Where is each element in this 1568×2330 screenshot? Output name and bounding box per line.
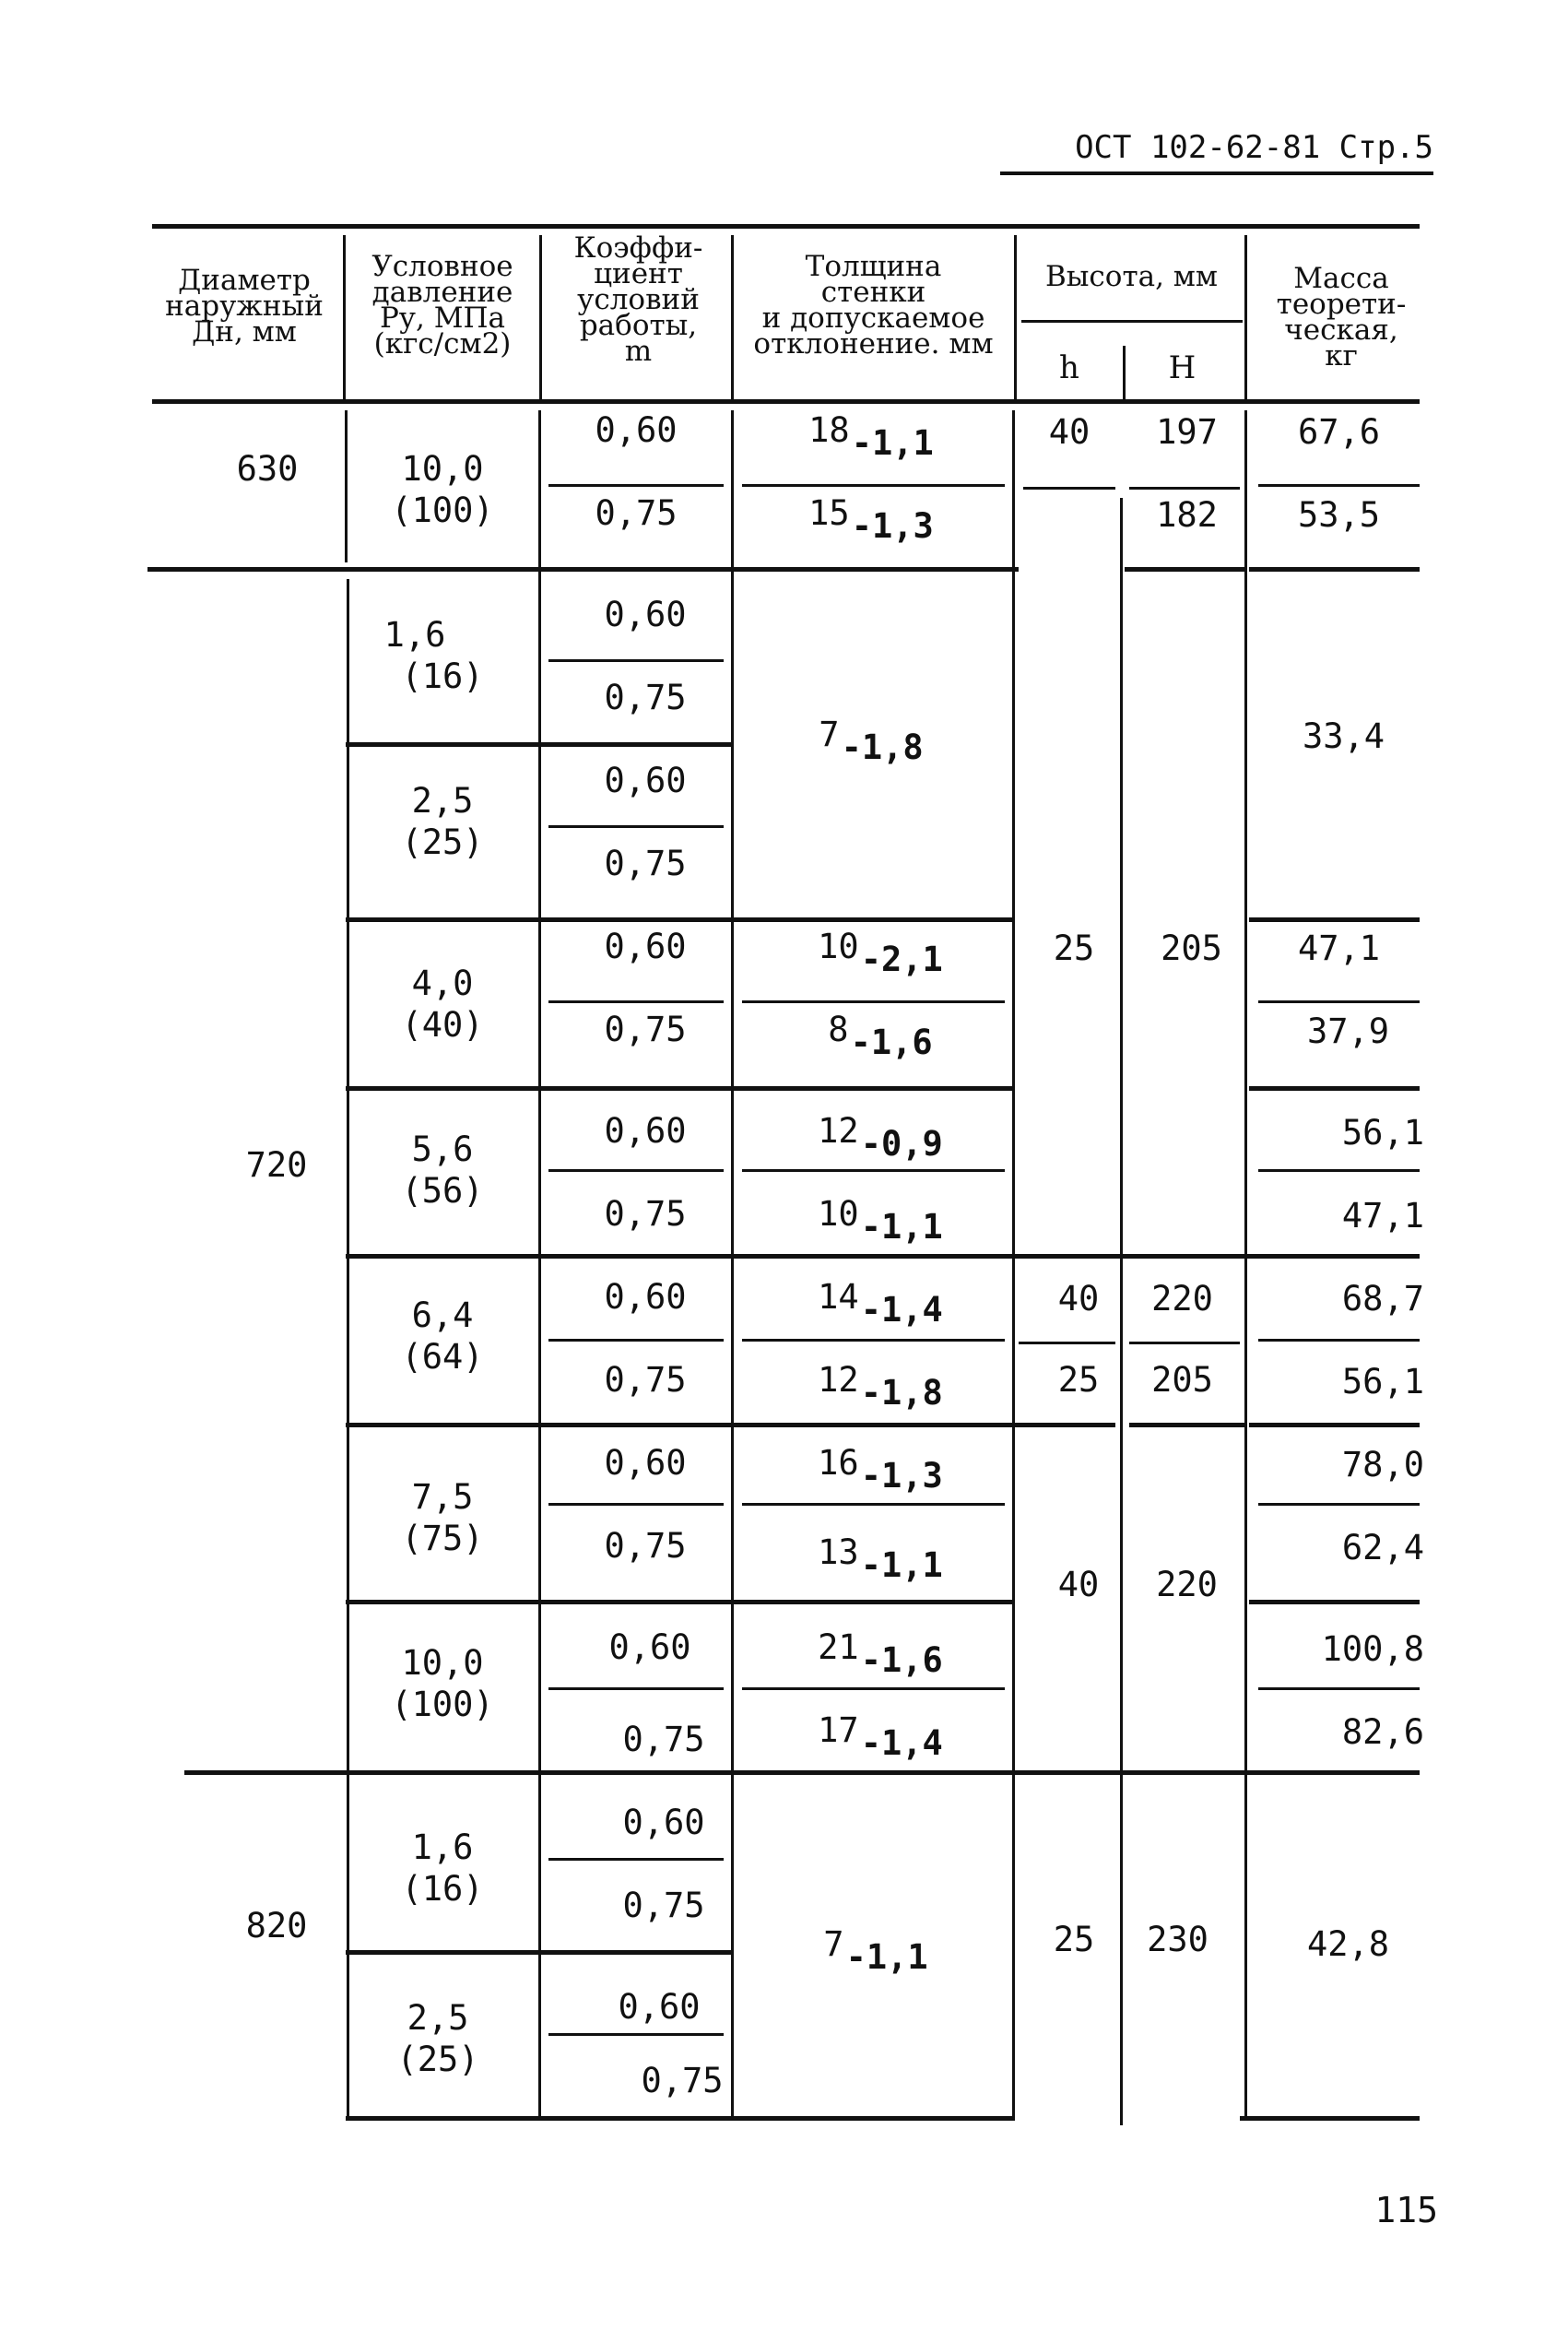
row-divider (548, 825, 724, 828)
coefficient-value: 0,75 (604, 1010, 687, 1049)
wall-thickness-value: $7_{-1,1}$ (823, 1924, 928, 1977)
row-divider (742, 1687, 1005, 1690)
wall-thickness-value: $14_{-1,4}$ (818, 1277, 943, 1330)
coefficient-value: 0,75 (604, 1194, 687, 1234)
coefficient-value: 0,75 (641, 2061, 724, 2100)
column-separator (539, 235, 542, 401)
row-divider (1249, 1086, 1420, 1091)
coefficient-value: 0,75 (604, 1360, 687, 1400)
mass-value: 82,6 (1341, 1712, 1424, 1752)
row-divider (742, 484, 1005, 487)
coefficient-value: 0,75 (622, 1720, 705, 1759)
column-separator (731, 410, 734, 2121)
column-separator (1012, 410, 1015, 2121)
column-separator (538, 410, 541, 2121)
pressure-value-kgf: (75) (401, 1519, 484, 1558)
pressure-value: 6,4 (411, 1295, 474, 1335)
mass-value: 68,7 (1341, 1279, 1424, 1319)
row-divider (1249, 1423, 1420, 1427)
coefficient-value: 0,60 (604, 1111, 687, 1151)
row-divider (548, 1503, 724, 1506)
height-H-value: 220 (1156, 1565, 1218, 1604)
mass-value: 47,1 (1297, 928, 1381, 968)
diameter-720: 720 (245, 1145, 308, 1185)
row-divider (346, 1254, 1420, 1259)
coefficient-value: 0,60 (604, 1443, 687, 1483)
pressure-value: 2,5 (407, 1998, 469, 2038)
row-divider (548, 1169, 724, 1172)
header-height-h: h (1059, 349, 1079, 386)
row-divider (742, 1000, 1005, 1003)
row-divider (548, 659, 724, 662)
mass-value: 56,1 (1341, 1362, 1424, 1402)
pressure-value: 4,0 (411, 964, 474, 1003)
diameter-820: 820 (245, 1906, 308, 1946)
pressure-value: 2,5 (411, 781, 474, 821)
row-divider (1258, 1339, 1420, 1342)
row-divider (1258, 1169, 1420, 1172)
coefficient-value: 0,60 (595, 410, 678, 450)
mass-value: 78,0 (1341, 1445, 1424, 1484)
group-divider-630-720 (1125, 567, 1244, 572)
mass-value: 37,9 (1306, 1011, 1390, 1051)
coefficient-value: 0,60 (604, 1277, 687, 1317)
pressure-value: 5,6 (411, 1130, 474, 1169)
height-h-value: 25 (1053, 1920, 1095, 1959)
coefficient-value: 0,75 (604, 1526, 687, 1566)
row-divider (548, 1000, 724, 1003)
coefficient-value: 0,60 (618, 1987, 701, 2027)
wall-thickness-value: $10_{-2,1}$ (818, 927, 943, 979)
row-divider (346, 1086, 1014, 1091)
coefficient-value: 0,60 (604, 595, 687, 634)
pressure-value: 10,0 (401, 449, 484, 489)
column-separator (1123, 346, 1126, 401)
pressure-value-kgf: (100) (391, 491, 494, 530)
header-wall-thickness: Толщина стенки и допускаемое отклонение. мм (753, 250, 994, 361)
coefficient-value: 0,75 (604, 678, 687, 717)
mass-value: 42,8 (1306, 1924, 1390, 1964)
pressure-value-kgf: (25) (396, 2040, 479, 2079)
row-divider (1129, 1423, 1244, 1427)
wall-thickness-value: $12_{-1,8}$ (818, 1360, 943, 1413)
pressure-value-kgf: (40) (401, 1005, 484, 1045)
wall-thickness-value: $18_{-1,1}$ (808, 410, 934, 463)
wall-thickness-value: $16_{-1,3}$ (818, 1443, 943, 1496)
pressure-value-kgf: (64) (401, 1337, 484, 1377)
mass-value: 67,6 (1297, 412, 1381, 452)
height-h-value: 40 (1057, 1565, 1100, 1604)
wall-thickness-value: $15_{-1,3}$ (808, 493, 934, 546)
row-divider (1023, 487, 1115, 490)
column-separator (1244, 235, 1247, 401)
mass-value: 53,5 (1297, 495, 1381, 535)
height-H-value: 197 (1156, 412, 1218, 452)
group-divider-720-820 (184, 1770, 1420, 1775)
page-header (991, 129, 1433, 166)
coefficient-value: 0,75 (595, 493, 678, 533)
header-height-H: H (1168, 349, 1197, 386)
mass-value: 62,4 (1341, 1528, 1424, 1567)
pressure-value-kgf: (56) (401, 1171, 484, 1211)
row-divider (1129, 487, 1240, 490)
page-number: 115 (1374, 2190, 1438, 2230)
row-divider (1019, 1342, 1115, 1344)
column-separator (347, 579, 349, 2119)
pressure-value: 1,6 (383, 615, 446, 655)
row-divider (1249, 1600, 1420, 1604)
coefficient-value: 0,75 (604, 844, 687, 883)
row-divider (1258, 1000, 1420, 1003)
height-H-value: 205 (1161, 928, 1222, 968)
group-divider-630-720 (1249, 567, 1420, 572)
row-divider (1258, 484, 1420, 487)
height-H-value: 182 (1156, 495, 1218, 535)
header-height: Высота, мм (1044, 260, 1219, 293)
wall-thickness-value: $17_{-1,4}$ (818, 1710, 943, 1763)
wall-thickness-value: $21_{-1,6}$ (818, 1627, 943, 1680)
height-h-value: 40 (1048, 412, 1091, 452)
mass-value: 100,8 (1321, 1629, 1424, 1669)
header-underline (1000, 171, 1433, 175)
pressure-value: 10,0 (401, 1643, 484, 1683)
row-divider (548, 1858, 724, 1861)
column-separator (731, 235, 734, 401)
row-divider (1258, 1503, 1420, 1506)
pressure-value-kgf: (16) (401, 656, 484, 696)
header-pressure: Условное давление Ру, МПа (кгс/см2) (371, 250, 513, 361)
row-divider (548, 484, 724, 487)
row-divider (548, 1687, 724, 1690)
coefficient-value: 0,60 (604, 927, 687, 966)
height-h-value: 25 (1057, 1360, 1100, 1400)
pressure-value: 7,5 (411, 1477, 474, 1517)
table-bottom-rule (1240, 2116, 1420, 2121)
row-divider (548, 1339, 724, 1342)
wall-thickness-value: $8_{-1,6}$ (828, 1010, 933, 1062)
column-separator (343, 235, 346, 401)
height-header-divider (1021, 320, 1243, 323)
header-work-coefficient: Коэффи- циент условий работы, m (573, 231, 703, 368)
header-mass: Масса теорети- ческая, кг (1276, 262, 1407, 373)
row-divider (742, 1339, 1005, 1342)
diameter-630: 630 (236, 449, 299, 489)
row-divider (1249, 917, 1420, 922)
table-bottom-rule (346, 2116, 1014, 2121)
pressure-value-kgf: (16) (401, 1869, 484, 1909)
wall-thickness-value: $13_{-1,1}$ (818, 1532, 943, 1585)
row-divider (548, 2033, 724, 2036)
mass-value: 56,1 (1341, 1113, 1424, 1153)
pressure-value-kgf: (100) (391, 1685, 494, 1724)
height-h-value: 25 (1053, 928, 1095, 968)
height-H-value: 220 (1151, 1279, 1213, 1319)
coefficient-value: 0,60 (622, 1803, 705, 1842)
wall-thickness-value: $10_{-1,1}$ (818, 1194, 943, 1247)
height-H-value: 230 (1147, 1920, 1208, 1959)
table-top-rule (152, 224, 1420, 229)
column-separator (1244, 410, 1247, 2121)
row-divider (346, 1600, 1014, 1604)
coefficient-value: 0,75 (622, 1886, 705, 1925)
row-divider (742, 1503, 1005, 1506)
row-divider (742, 1169, 1005, 1172)
row-divider (346, 917, 1014, 922)
column-separator (1014, 235, 1017, 401)
height-h-value: 40 (1057, 1279, 1100, 1319)
row-divider (1258, 1687, 1420, 1690)
wall-thickness-value: $7_{-1,8}$ (819, 715, 924, 767)
wall-thickness-value: $12_{-0,9}$ (818, 1111, 943, 1164)
column-separator (345, 410, 348, 562)
document-reference: ОСТ 102-62-81 Стр.5 (1075, 129, 1433, 166)
header-diameter: Диаметр наружный Дн, мм (165, 264, 324, 349)
pressure-value: 1,6 (411, 1827, 474, 1867)
coefficient-value: 0,60 (608, 1627, 691, 1667)
row-divider (1129, 1342, 1240, 1344)
group-divider-630-720 (147, 567, 1019, 572)
mass-value: 47,1 (1341, 1196, 1424, 1236)
pressure-value-kgf: (25) (401, 822, 484, 862)
coefficient-value: 0,60 (604, 761, 687, 800)
height-H-value: 205 (1151, 1360, 1213, 1400)
mass-value: 33,4 (1302, 716, 1385, 756)
